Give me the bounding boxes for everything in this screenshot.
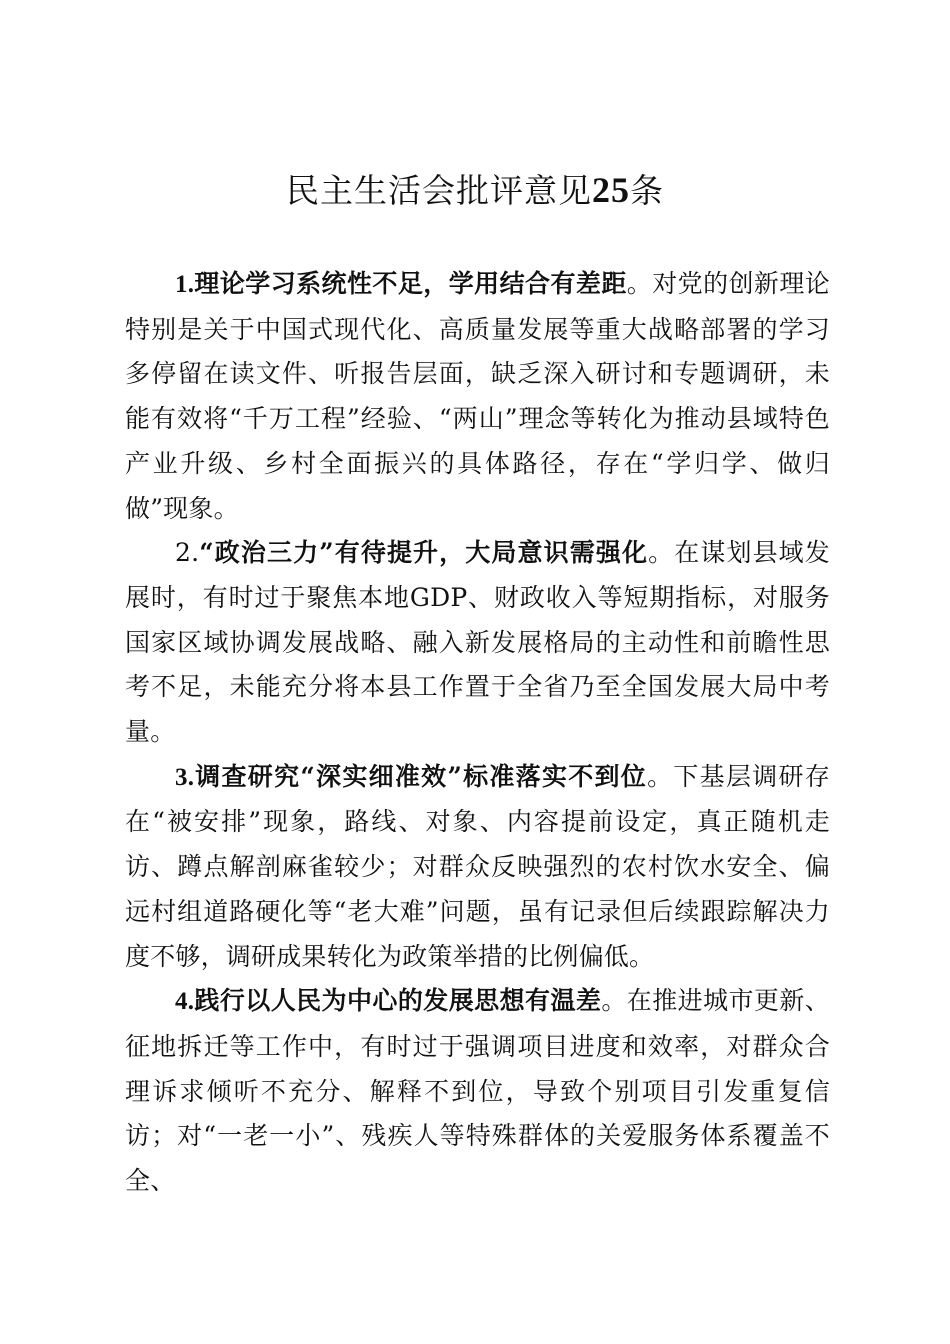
criticism-item-3: [125, 755, 830, 980]
item-2-body: 在谋划县域发展时，有时过于聚焦本地GDP、财政收入等短期指标，对服务国家区域协调发展战略、融入新发展格局的主动性和前瞻性思考不足，未能充分将本县工作置于全省乃至全国发展大局中考量。: [125, 538, 830, 747]
criticism-item-1: [125, 262, 830, 531]
document-title: [0, 166, 950, 215]
item-4-heading-end: 。: [601, 986, 627, 1016]
item-3-heading: [175, 762, 647, 791]
item-4-heading: [175, 986, 601, 1015]
item-3-body: 下基层调研存在“被安排”现象，路线、对象、内容提前设定，真正随机走访、蹲点解剖麻雀较少；对群众反映强烈的农村饮水安全、偏远村组道路硬化等“老大难”问题，虽有记录但后续跟踪解决力度不够，调研成果转化为政策举措的比例偏低。: [125, 761, 831, 971]
criticism-item-4: [125, 979, 830, 1204]
item-3-heading-end: 。: [647, 761, 674, 791]
item-4-heading-text: 践行以人民为中心的发展思想有温差: [194, 986, 602, 1016]
item-1-heading-end: 。: [626, 269, 653, 298]
title-number: 25: [592, 170, 630, 210]
item-2-heading-end: 。: [648, 538, 675, 568]
item-2-index: 2.: [175, 538, 200, 568]
item-4-index: 4.: [175, 988, 195, 1016]
item-1-body: 对党的创新理论特别是关于中国式现代化、高质量发展等重大战略部署的学习多停留在读文件、听报告层面，缺乏深入研讨和专题调研，未能有效将“千万工程”经验、“两山”理念等转化为推动县域特色产业升级、乡村全面振兴的具体路径，存在“学归学、做归做”现象。: [125, 269, 831, 523]
title-text: 民主生活会批评意见: [286, 171, 592, 210]
item-4-body: 在推进城市更新、征地拆迁等工作中，有时过于强调项目进度和效率，对群众合理诉求倾听不充分、解释不到位，导致个别项目引发重复信访；对“一老一小”、残疾人等特殊群体的关爱服务体系覆盖不全、: [125, 986, 830, 1196]
item-1-index: 1.: [175, 271, 195, 298]
item-3-heading-text: 调查研究“深实细准效”标准落实不到位: [194, 761, 648, 791]
item-1-heading-text: 理论学习系统性不足，学用结合有差距: [194, 269, 627, 298]
item-3-index: 3.: [175, 763, 195, 791]
title-suffix: 条: [630, 171, 664, 210]
item-2-heading-text: “政治三力”有待提升，大局意识需强化: [199, 538, 649, 568]
document-body: [125, 262, 830, 1204]
item-1-heading: [175, 269, 627, 298]
criticism-item-2: [125, 531, 830, 755]
